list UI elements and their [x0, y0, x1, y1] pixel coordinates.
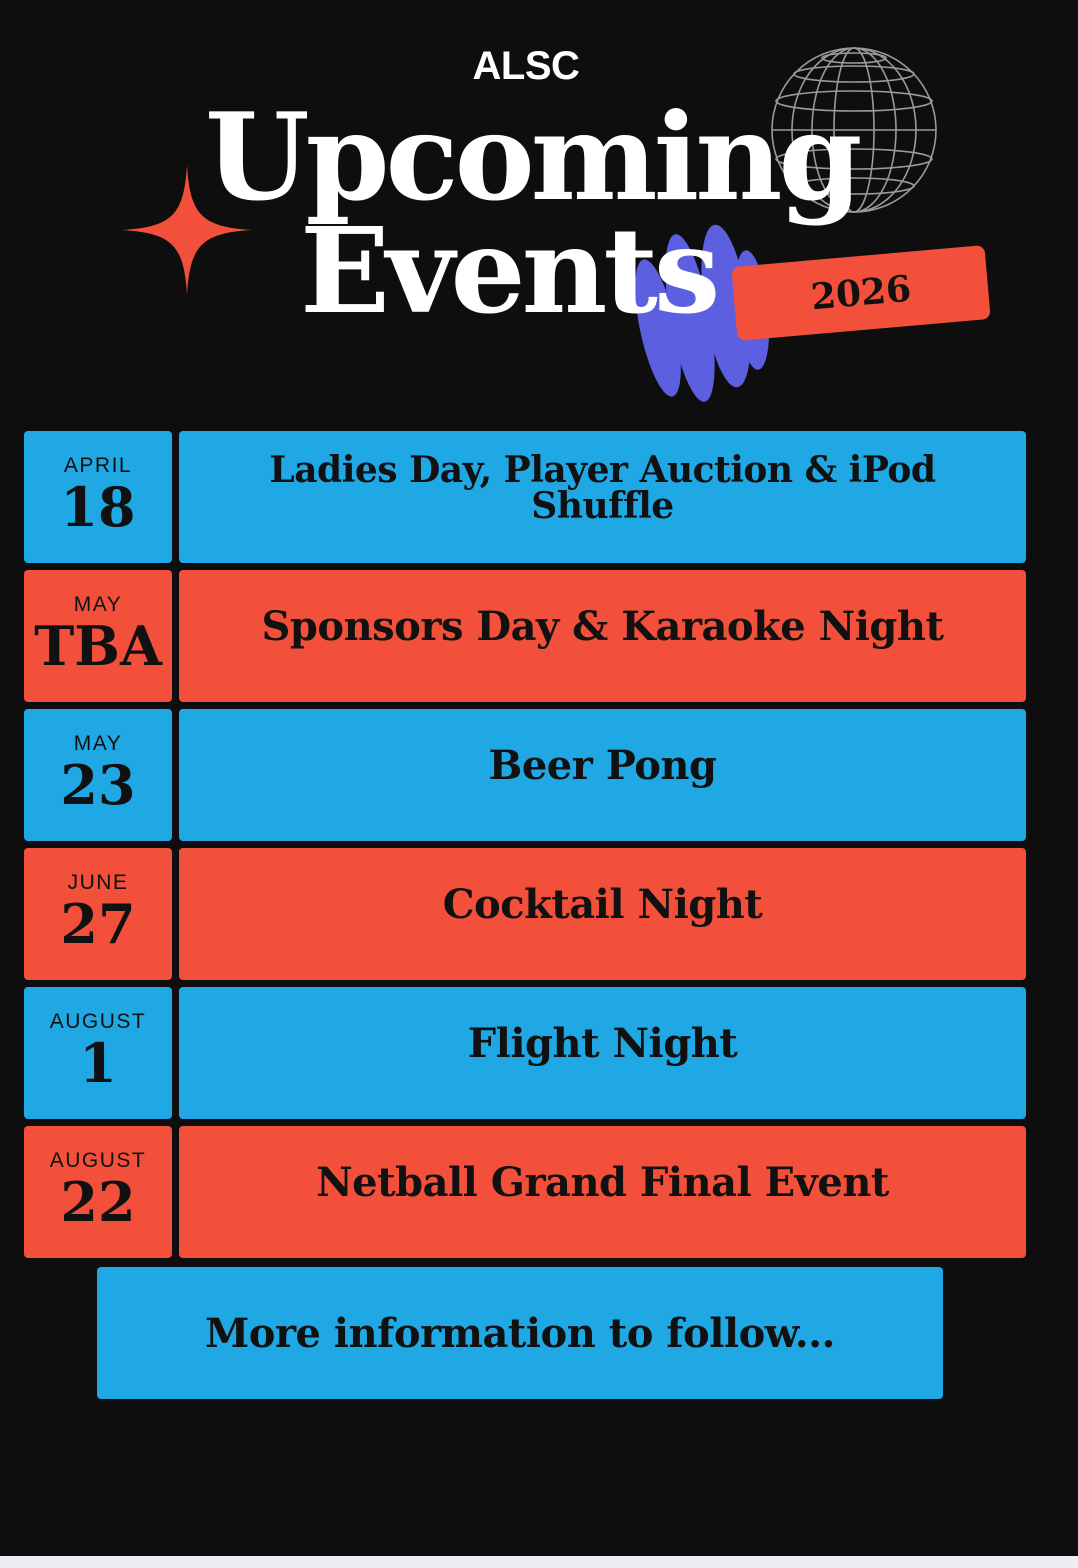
more-info-banner: More information to follow...: [97, 1267, 943, 1399]
event-title: Sponsors Day & Karaoke Night: [179, 570, 1026, 702]
org-name: ALSC: [472, 44, 580, 88]
event-title: Cocktail Night: [179, 848, 1026, 980]
event-day: 23: [60, 753, 136, 817]
event-day: 27: [60, 892, 136, 956]
event-title: Netball Grand Final Event: [179, 1126, 1026, 1258]
event-date: [24, 848, 172, 980]
event-row-4: [24, 848, 1026, 980]
event-day: 1: [79, 1031, 117, 1095]
event-title: Beer Pong: [179, 709, 1026, 841]
title-line-2: Events: [300, 201, 717, 340]
event-row-2: [24, 570, 1026, 702]
event-date: [24, 709, 172, 841]
title-line-1: Upcoming: [205, 87, 859, 228]
event-row-3: [24, 709, 1026, 841]
bottom-strip: [0, 1556, 1078, 1568]
events-list: [24, 431, 1026, 1265]
event-month: AUGUST: [49, 1149, 147, 1172]
event-day: TBA: [34, 614, 162, 678]
event-month: JUNE: [67, 871, 129, 894]
event-date: [24, 431, 172, 563]
event-date: [24, 570, 172, 702]
event-row-6: [24, 1126, 1026, 1258]
event-title: Flight Night: [179, 987, 1026, 1119]
event-date: [24, 1126, 172, 1258]
event-row-5: [24, 987, 1026, 1119]
event-month: MAY: [73, 593, 123, 616]
event-day: 22: [60, 1170, 136, 1234]
event-day: 18: [60, 475, 136, 539]
event-month: AUGUST: [49, 1010, 147, 1033]
event-date: [24, 987, 172, 1119]
event-month: MAY: [73, 732, 123, 755]
event-title: Ladies Day, Player Auction & iPod Shuffle: [179, 431, 1026, 563]
event-row-1: [24, 431, 1026, 563]
event-month: APRIL: [63, 454, 133, 477]
year-badge: 2026: [731, 245, 990, 341]
